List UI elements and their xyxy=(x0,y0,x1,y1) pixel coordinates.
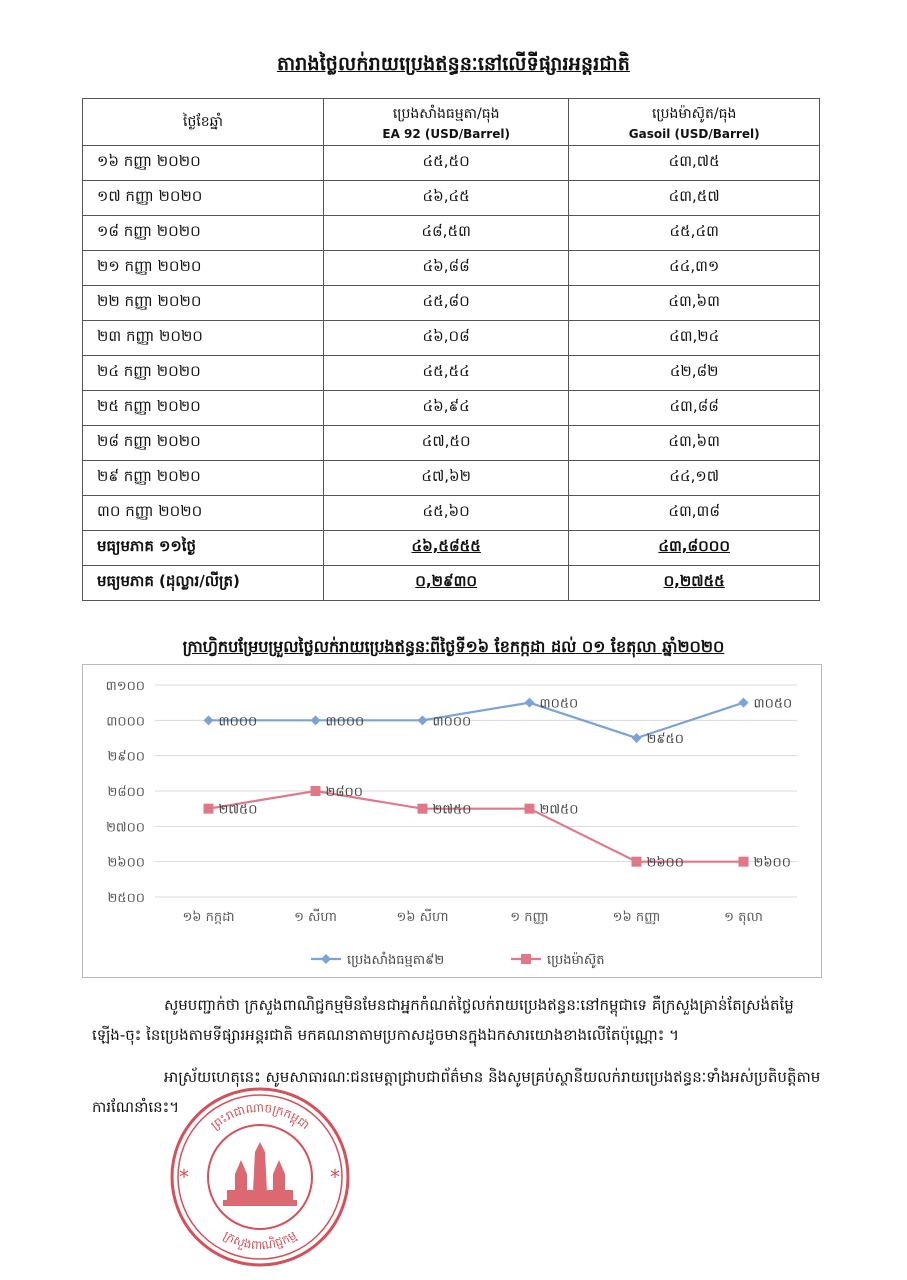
x-tick-label: ១ សីហា xyxy=(294,910,337,925)
data-label: ២៨០០ xyxy=(325,785,363,800)
avg-days-gasoil xyxy=(569,531,820,566)
x-tick-label: ១ តុលា xyxy=(724,910,763,925)
data-label: ៣០០០ xyxy=(325,714,365,730)
table-row xyxy=(83,426,820,461)
x-tick-label: ១៦ កក្កដា xyxy=(182,910,235,925)
table-row xyxy=(83,391,820,426)
header-gasoil-label: ប្រេងម៉ាស៊ូត/ធុង xyxy=(651,105,737,122)
header-ea92-unit: EA 92 (USD/Barrel) xyxy=(382,126,510,141)
row-gasoil: ៤៣,៦៣ xyxy=(569,286,820,321)
ministry-seal-icon xyxy=(165,1082,355,1272)
table-row xyxy=(83,356,820,391)
avg-days-label: មធ្យមភាគ ១១ថ្ងៃ xyxy=(83,531,324,566)
y-tick-label: ២៥០០ xyxy=(107,891,145,906)
avg-litre-label: មធ្យមភាគ (ដុល្លារ/លីត្រ) xyxy=(83,566,324,601)
svg-text:ព្រះរាជាណាចក្រកម្ពុជា xyxy=(208,1101,312,1133)
row-ea92: ៤៦,០៨ xyxy=(324,321,569,356)
data-label: ៣០០០ xyxy=(432,714,472,730)
table-row xyxy=(83,251,820,286)
legend-marker xyxy=(521,954,531,964)
row-ea92: ៤៥,៦០ xyxy=(324,496,569,531)
series-point xyxy=(311,715,321,725)
y-tick-label: ៣០០០ xyxy=(106,714,145,730)
seal-text-top: ព្រះរាជាណាចក្រកម្ពុជា xyxy=(208,1100,313,1133)
chart-title: ក្រាហ្វិកបម្រែបម្រួលថ្លៃលក់រាយប្រេងឥន្ធនៈពីថ្ងៃទី១៦ ខែកក្កដា ដល់ ០១ ខែតុលា ឆ្នាំ២០២០ xyxy=(182,637,725,656)
paragraph-note: សូមបញ្ជាក់ថា ក្រសួងពាណិជ្ជកម្មមិនមែនជាអ្នកកំណត់ថ្លៃលក់រាយប្រេងឥន្ធនៈនៅកម្ពុជាទេ គឺក្រសួងគ្រាន់តែស្រង់តម្លៃឡើង-ចុះ នៃប្រេងតាមទីផ្សារអន្តរជាតិ មកគណនាតាមប្រកាសដូចមានក្នុងឯកសារយោងខាងលើតែប៉ុណ្ណោះ ។ xyxy=(92,996,794,1044)
avg-days-ea92 xyxy=(324,531,569,566)
table-row xyxy=(83,496,820,531)
row-gasoil: ៤២,៨២ xyxy=(569,356,820,391)
table-body xyxy=(83,146,820,531)
data-label: ២៦០០ xyxy=(646,855,684,871)
avg-litre-ea92-value: ០,២៩៣០ xyxy=(415,572,478,590)
row-gasoil: ៤៣,៧៥ xyxy=(569,146,820,181)
row-ea92: ៤៦,៩៤ xyxy=(324,391,569,426)
header-ea92 xyxy=(324,99,569,146)
row-date: ១៦ កញ្ញា ២០២០ xyxy=(83,146,324,181)
row-ea92: ៤៨,៥៣ xyxy=(324,216,569,251)
row-gasoil: ៤៣,៣៨ xyxy=(569,496,820,531)
series-point xyxy=(418,804,428,814)
row-gasoil: ៤៣,៦៣ xyxy=(569,426,820,461)
legend-label: ប្រេងម៉ាស៊ូត xyxy=(547,953,605,968)
row-date: ២៥ កញ្ញា ២០២០ xyxy=(83,391,324,426)
row-ea92: ៤៥,៥០ xyxy=(324,146,569,181)
legend-marker xyxy=(321,954,331,964)
series-point xyxy=(204,715,214,725)
series-point xyxy=(739,698,749,708)
row-gasoil: ៤៣,៨៨ xyxy=(569,391,820,426)
row-date: ២៨ កញ្ញា ២០២០ xyxy=(83,426,324,461)
row-ea92: ៤៥,៥៤ xyxy=(324,356,569,391)
svg-text:*: * xyxy=(179,1165,189,1189)
table-row xyxy=(83,321,820,356)
series-point xyxy=(632,857,642,867)
row-ea92: ៤៦,៨៨ xyxy=(324,251,569,286)
y-tick-label: ៣១០០ xyxy=(105,679,145,694)
row-date: ២១ កញ្ញា ២០២០ xyxy=(83,251,324,286)
data-label: ៣០០០ xyxy=(218,714,258,730)
series-point xyxy=(525,804,535,814)
data-label: ២៦០០ xyxy=(753,855,791,871)
series-point xyxy=(311,786,321,796)
data-label: ២៧៥០ xyxy=(539,802,579,818)
series-point xyxy=(632,733,642,743)
legend-label: ប្រេងសាំងធម្មតា៩២ xyxy=(347,953,445,968)
row-date: ៣០ កញ្ញា ២០២០ xyxy=(83,496,324,531)
y-tick-label: ២៧០០ xyxy=(106,820,145,836)
series-point xyxy=(204,804,214,814)
avg-litre-gasoil-value: ០,២៧៥៥ xyxy=(663,572,725,590)
table-header-row xyxy=(83,99,820,146)
row-gasoil: ៤៤,៣១ xyxy=(569,251,820,286)
seal-text-bottom: ក្រសួងពាណិជ្ជកម្ម xyxy=(221,1228,299,1253)
header-ea92-label: ប្រេងសាំងធម្មតា/ធុង xyxy=(392,105,500,122)
data-label: ៣០៥០ xyxy=(539,696,579,712)
data-label: ២៩៥០ xyxy=(646,732,684,747)
price-table xyxy=(82,98,820,601)
y-tick-label: ២៦០០ xyxy=(107,855,145,871)
avg-litre-ea92 xyxy=(324,566,569,601)
price-chart xyxy=(82,664,822,978)
table-row xyxy=(83,216,820,251)
x-tick-label: ១៦ សីហា xyxy=(396,910,449,925)
avg-days-gasoil-value: ៤៣,៨០០០ xyxy=(658,537,730,555)
table-row xyxy=(83,286,820,321)
row-gasoil: ៤៣,៥៧ xyxy=(569,181,820,216)
y-tick-label: ២៩០០ xyxy=(107,749,145,765)
table-row xyxy=(83,146,820,181)
table-row xyxy=(83,461,820,496)
data-label: ២៧៥០ xyxy=(432,802,472,818)
row-gasoil: ៤៥,៤៣ xyxy=(569,216,820,251)
row-date: ១៧ កញ្ញា ២០២០ xyxy=(83,181,324,216)
header-gasoil-unit: Gasoil (USD/Barrel) xyxy=(628,126,760,141)
svg-text:*: * xyxy=(330,1165,340,1189)
y-tick-label: ២៨០០ xyxy=(107,785,145,800)
series-point xyxy=(739,857,749,867)
header-date xyxy=(83,99,324,146)
row-date: ២៩ កញ្ញា ២០២០ xyxy=(83,461,324,496)
row-ea92: ៤៦,៤៥ xyxy=(324,181,569,216)
row-date: ២៣ កញ្ញា ២០២០ xyxy=(83,321,324,356)
header-date-label: ថ្ងៃខែឆ្នាំ xyxy=(183,113,223,130)
paragraph-instruction: អាស្រ័យហេតុនេះ សូមសាធារណៈជនមេត្តាជ្រាបជាព័ត៌មាន និងសូមគ្រប់ស្ថានីយលក់រាយប្រេងឥន្ធនៈទាំងអស់ប្រតិបត្តិតាមការណែនាំនេះ។ xyxy=(92,1068,821,1116)
row-date: ២៤ កញ្ញា ២០២០ xyxy=(83,356,324,391)
series-point xyxy=(418,715,428,725)
avg-days-ea92-value: ៤៦,៥៨៥៥ xyxy=(411,537,481,555)
row-gasoil: ៤៤,១៧ xyxy=(569,461,820,496)
avg-litre-gasoil xyxy=(569,566,820,601)
row-gasoil: ៤៣,២៤ xyxy=(569,321,820,356)
svg-text:ក្រសួងពាណិជ្ជកម្ម xyxy=(221,1228,299,1252)
row-ea92: ៤៧,៥០ xyxy=(324,426,569,461)
row-ea92: ៤៧,៦២ xyxy=(324,461,569,496)
header-gasoil xyxy=(569,99,820,146)
series-point xyxy=(525,698,535,708)
page-title: តារាងថ្លៃលក់រាយប្រេងឥន្ធនៈនៅលើទីផ្សារអន្តរជាតិ xyxy=(276,53,631,75)
table-row xyxy=(83,181,820,216)
avg-litre-row xyxy=(83,566,820,601)
row-ea92: ៤៥,៨០ xyxy=(324,286,569,321)
data-label: ២៧៥០ xyxy=(218,802,258,818)
chart-svg xyxy=(83,665,821,977)
data-label: ៣០៥០ xyxy=(753,696,793,712)
x-tick-label: ១៦ កញ្ញា xyxy=(612,910,661,925)
x-tick-label: ១ កញ្ញា xyxy=(510,910,549,925)
row-date: ២២ កញ្ញា ២០២០ xyxy=(83,286,324,321)
row-date: ១៨ កញ្ញា ២០២០ xyxy=(83,216,324,251)
avg-days-row xyxy=(83,531,820,566)
